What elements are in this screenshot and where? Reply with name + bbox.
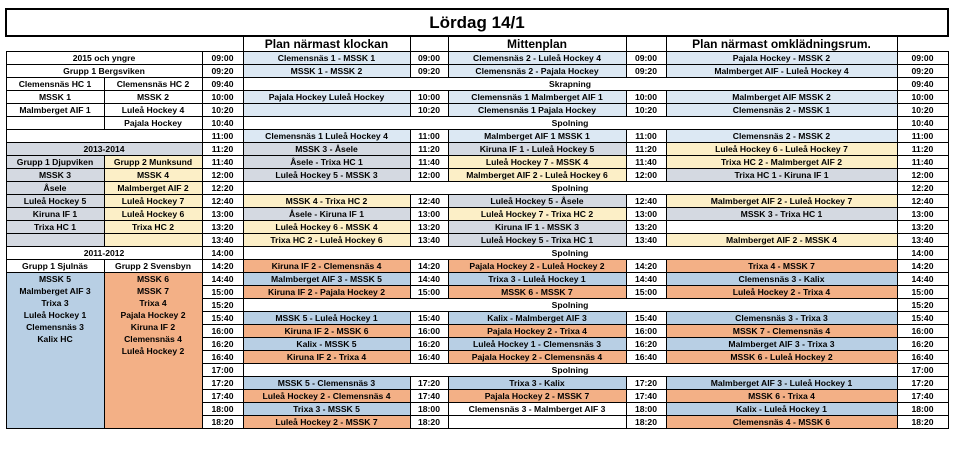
time-cell: 14:20 [202, 260, 243, 273]
match-plan3: Malmberget AIF 2 - Luleå Hockey 7 [666, 195, 897, 208]
match-plan1: Kiruna IF 2 - Clemensnäs 4 [243, 260, 410, 273]
team-cell [6, 117, 104, 130]
match-plan2: Luleå Hockey 5 - Trixa HC 1 [448, 234, 626, 247]
match-plan3: Clemensnäs 3 - Trixa 3 [666, 312, 897, 325]
time-right: 13:40 [897, 234, 948, 247]
time-right: 11:00 [897, 130, 948, 143]
schedule-row [6, 234, 948, 247]
team-cell: Åsele [6, 182, 104, 195]
time-cell: 11:40 [202, 156, 243, 169]
schedule-row [6, 208, 948, 221]
time-plan2: 11:20 [410, 143, 448, 156]
time-right: 13:20 [897, 221, 948, 234]
time-right: 16:20 [897, 338, 948, 351]
team-cell: Trixa HC 2 [104, 221, 202, 234]
time-plan2: 13:40 [410, 234, 448, 247]
match-plan2 [448, 416, 626, 429]
group-2013-header: 2013-2014 [6, 143, 202, 156]
match-plan3: Luleå Hockey 6 - Luleå Hockey 7 [666, 143, 897, 156]
time-plan3: 09:00 [626, 52, 666, 65]
maintenance-cell: Spolning [243, 117, 897, 130]
schedule-row [6, 169, 948, 182]
match-plan3: Trixa HC 1 - Kiruna IF 1 [666, 169, 897, 182]
time-plan2: 18:00 [410, 403, 448, 416]
match-plan1: Åsele - Trixa HC 1 [243, 156, 410, 169]
team-name: Trixa 3 [41, 298, 69, 308]
time-cell: 12:40 [202, 195, 243, 208]
time-cell: 09:40 [202, 78, 243, 91]
match-plan1: MSSK 4 - Trixa HC 2 [243, 195, 410, 208]
team-cell: Luleå Hockey 5 [6, 195, 104, 208]
maintenance-cell: Spolning [243, 247, 897, 260]
match-plan1: MSSK 5 - Luleå Hockey 1 [243, 312, 410, 325]
time-right: 17:20 [897, 377, 948, 390]
match-plan1: Trixa 3 - MSSK 5 [243, 403, 410, 416]
time-plan2: 14:20 [410, 260, 448, 273]
team-cell: MSSK 3 [6, 169, 104, 182]
group-spacer [6, 130, 202, 143]
time-right: 17:00 [897, 364, 948, 377]
group-2011-title-2: Grupp 2 Svensbyn [104, 260, 202, 273]
time-plan3: 18:20 [626, 416, 666, 429]
time-cell: 12:00 [202, 169, 243, 182]
time-right: 15:20 [897, 299, 948, 312]
maintenance-cell: Spolning [243, 299, 897, 312]
schedule-row [6, 247, 948, 260]
match-plan3: Clemensnäs 4 - MSSK 6 [666, 416, 897, 429]
match-plan3: Trixa HC 2 - Malmberget AIF 2 [666, 156, 897, 169]
match-plan3: Malmberget AIF 3 - Trixa 3 [666, 338, 897, 351]
schedule-body [6, 9, 948, 429]
team-name: Kiruna IF 2 [130, 322, 176, 332]
team-cell: Luleå Hockey 6 [104, 208, 202, 221]
time-plan2: 11:00 [410, 130, 448, 143]
schedule-row [6, 65, 948, 78]
header-spacer [626, 36, 666, 52]
time-right: 11:20 [897, 143, 948, 156]
team-cell: Trixa HC 1 [6, 221, 104, 234]
team-name: MSSK 7 [137, 286, 169, 296]
time-cell: 10:20 [202, 104, 243, 117]
match-plan2: Clemensnäs 1 Malmberget AIF 1 [448, 91, 626, 104]
time-cell: 09:00 [202, 52, 243, 65]
time-right: 13:00 [897, 208, 948, 221]
maintenance-cell: Skrapning [243, 78, 897, 91]
time-plan2: 10:00 [410, 91, 448, 104]
time-cell: 13:20 [202, 221, 243, 234]
time-cell: 11:00 [202, 130, 243, 143]
time-plan3: 10:20 [626, 104, 666, 117]
match-plan2: Pajala Hockey 2 - Clemensnäs 4 [448, 351, 626, 364]
match-plan1: Kiruna IF 2 - Trixa 4 [243, 351, 410, 364]
time-cell: 16:40 [202, 351, 243, 364]
time-plan3: 13:20 [626, 221, 666, 234]
match-plan3: Clemensnäs 2 - MSSK 2 [666, 130, 897, 143]
time-right: 14:20 [897, 260, 948, 273]
header-spacer [897, 36, 948, 52]
match-plan2: MSSK 6 - MSSK 7 [448, 286, 626, 299]
time-plan3: 14:20 [626, 260, 666, 273]
time-right: 12:20 [897, 182, 948, 195]
header-spacer [6, 36, 243, 52]
time-plan2: 16:20 [410, 338, 448, 351]
time-plan3: 14:40 [626, 273, 666, 286]
time-plan3: 13:00 [626, 208, 666, 221]
schedule-row [6, 143, 948, 156]
match-plan2: Kiruna IF 1 - Luleå Hockey 5 [448, 143, 626, 156]
match-plan1: MSSK 1 - MSSK 2 [243, 65, 410, 78]
schedule-row [6, 156, 948, 169]
match-plan3 [666, 221, 897, 234]
schedule-row [6, 182, 948, 195]
match-plan2: Clemensnäs 3 - Malmberget AIF 3 [448, 403, 626, 416]
time-plan3: 09:20 [626, 65, 666, 78]
time-right: 10:40 [897, 117, 948, 130]
match-plan2: Trixa 3 - Luleå Hockey 1 [448, 273, 626, 286]
time-plan3: 11:40 [626, 156, 666, 169]
time-cell: 17:20 [202, 377, 243, 390]
time-plan3: 16:20 [626, 338, 666, 351]
time-plan2: 17:40 [410, 390, 448, 403]
time-plan3: 15:40 [626, 312, 666, 325]
match-plan1: Malmberget AIF 3 - MSSK 5 [243, 273, 410, 286]
maintenance-cell: Spolning [243, 364, 897, 377]
match-plan1: Trixa HC 2 - Luleå Hockey 6 [243, 234, 410, 247]
plan2-header: Mittenplan [448, 36, 626, 52]
time-plan3: 12:00 [626, 169, 666, 182]
time-cell: 11:20 [202, 143, 243, 156]
page-title: Lördag 14/1 [6, 9, 948, 36]
time-plan2: 17:20 [410, 377, 448, 390]
match-plan2: Malmberget AIF 1 MSSK 1 [448, 130, 626, 143]
match-plan2: Trixa 3 - Kalix [448, 377, 626, 390]
time-cell: 13:00 [202, 208, 243, 221]
time-plan3: 11:00 [626, 130, 666, 143]
team-cell: Kiruna IF 1 [6, 208, 104, 221]
match-plan3: Malmberget AIF 2 - MSSK 4 [666, 234, 897, 247]
match-plan2: Pajala Hockey 2 - Luleå Hockey 2 [448, 260, 626, 273]
match-plan1: Kiruna IF 2 - MSSK 6 [243, 325, 410, 338]
time-cell: 10:40 [202, 117, 243, 130]
schedule-sheet [5, 8, 960, 429]
match-plan2: Kalix - Malmberget AIF 3 [448, 312, 626, 325]
time-plan2: 13:00 [410, 208, 448, 221]
match-plan1: Clemensnäs 1 Luleå Hockey 4 [243, 130, 410, 143]
group-2011-teams-1 [6, 273, 104, 429]
team-name: Clemensnäs 4 [124, 334, 182, 344]
time-plan2: 11:40 [410, 156, 448, 169]
match-plan3: Kalix - Luleå Hockey 1 [666, 403, 897, 416]
time-cell: 16:20 [202, 338, 243, 351]
group-2013-title-1: Grupp 1 Djupviken [6, 156, 104, 169]
match-plan3: Pajala Hockey - MSSK 2 [666, 52, 897, 65]
time-plan3: 17:40 [626, 390, 666, 403]
match-plan2: Pajala Hockey 2 - MSSK 7 [448, 390, 626, 403]
match-plan3: Malmberget AIF - Luleå Hockey 4 [666, 65, 897, 78]
team-cell: Malmberget AIF 2 [104, 182, 202, 195]
match-plan1: Luleå Hockey 5 - MSSK 3 [243, 169, 410, 182]
time-cell: 09:20 [202, 65, 243, 78]
time-right: 11:40 [897, 156, 948, 169]
schedule-row [6, 130, 948, 143]
team-name: MSSK 6 [137, 274, 169, 284]
schedule-row [6, 221, 948, 234]
team-cell: Clemensnäs HC 1 [6, 78, 104, 91]
time-right: 18:00 [897, 403, 948, 416]
time-plan3: 10:00 [626, 91, 666, 104]
time-plan3: 16:00 [626, 325, 666, 338]
group-2011-teams-2 [104, 273, 202, 429]
match-plan1: Kalix - MSSK 5 [243, 338, 410, 351]
match-plan3: Malmberget AIF MSSK 2 [666, 91, 897, 104]
plan3-header: Plan närmast omklädningsrum. [666, 36, 897, 52]
time-right: 15:00 [897, 286, 948, 299]
time-right: 09:00 [897, 52, 948, 65]
team-cell: MSSK 4 [104, 169, 202, 182]
match-plan3: Trixa 4 - MSSK 7 [666, 260, 897, 273]
time-plan3: 17:20 [626, 377, 666, 390]
team-cell: MSSK 1 [6, 91, 104, 104]
group-spacer [6, 234, 104, 247]
time-right: 10:20 [897, 104, 948, 117]
match-plan3: Clemensnäs 3 - Kalix [666, 273, 897, 286]
time-cell: 18:20 [202, 416, 243, 429]
time-right: 16:40 [897, 351, 948, 364]
group-2011-title-1: Grupp 1 Sjulnäs [6, 260, 104, 273]
time-plan2: 09:00 [410, 52, 448, 65]
group-2013-title-2: Grupp 2 Munksund [104, 156, 202, 169]
group-2011-header: 2011-2012 [6, 247, 202, 260]
time-plan3: 18:00 [626, 403, 666, 416]
plan1-header: Plan närmast klockan [243, 36, 410, 52]
match-plan1: Pajala Hockey Luleå Hockey [243, 91, 410, 104]
time-plan2: 12:40 [410, 195, 448, 208]
team-cell: Pajala Hockey [104, 117, 202, 130]
time-right: 12:40 [897, 195, 948, 208]
time-right: 17:40 [897, 390, 948, 403]
team-name: MSSK 5 [39, 274, 71, 284]
schedule-row [6, 104, 948, 117]
time-plan2: 15:00 [410, 286, 448, 299]
match-plan2: Pajala Hockey 2 - Trixa 4 [448, 325, 626, 338]
match-plan2: Clemensnäs 1 Pajala Hockey [448, 104, 626, 117]
time-plan3: 12:40 [626, 195, 666, 208]
schedule-row [6, 78, 948, 91]
team-cell: Clemensnäs HC 2 [104, 78, 202, 91]
team-cell: Malmberget AIF 1 [6, 104, 104, 117]
time-cell: 14:00 [202, 247, 243, 260]
time-cell: 15:00 [202, 286, 243, 299]
time-plan2: 12:00 [410, 169, 448, 182]
match-plan3: Malmberget AIF 3 - Luleå Hockey 1 [666, 377, 897, 390]
match-plan2: Luleå Hockey 5 - Åsele [448, 195, 626, 208]
time-plan3: 15:00 [626, 286, 666, 299]
match-plan3: MSSK 7 - Clemensnäs 4 [666, 325, 897, 338]
time-plan2: 13:20 [410, 221, 448, 234]
match-plan1: MSSK 5 - Clemensnäs 3 [243, 377, 410, 390]
time-right: 12:00 [897, 169, 948, 182]
match-plan2: Luleå Hockey 7 - Trixa HC 2 [448, 208, 626, 221]
group-2015-header: 2015 och yngre [6, 52, 202, 65]
team-name: Luleå Hockey 1 [23, 310, 87, 320]
time-cell: 17:40 [202, 390, 243, 403]
time-plan2: 18:20 [410, 416, 448, 429]
time-cell: 13:40 [202, 234, 243, 247]
match-plan2: Malmberget AIF 2 - Luleå Hockey 6 [448, 169, 626, 182]
schedule-row [6, 91, 948, 104]
match-plan1: MSSK 3 - Åsele [243, 143, 410, 156]
time-cell: 18:00 [202, 403, 243, 416]
time-right: 10:00 [897, 91, 948, 104]
match-plan3: Clemensnäs 2 - MSSK 1 [666, 104, 897, 117]
match-plan2: Clemensnäs 2 - Luleå Hockey 4 [448, 52, 626, 65]
time-right: 18:20 [897, 416, 948, 429]
time-right: 15:40 [897, 312, 948, 325]
team-cell: Luleå Hockey 4 [104, 104, 202, 117]
match-plan1: Åsele - Kiruna IF 1 [243, 208, 410, 221]
schedule-row [6, 260, 948, 273]
match-plan1 [243, 104, 410, 117]
time-right: 14:40 [897, 273, 948, 286]
team-cell: MSSK 2 [104, 91, 202, 104]
match-plan3: MSSK 3 - Trixa HC 1 [666, 208, 897, 221]
match-plan1: Luleå Hockey 2 - MSSK 7 [243, 416, 410, 429]
team-name: Clemensnäs 3 [26, 322, 84, 332]
time-plan2: 14:40 [410, 273, 448, 286]
maintenance-cell: Spolning [243, 182, 897, 195]
match-plan1: Clemensnäs 1 - MSSK 1 [243, 52, 410, 65]
time-right: 16:00 [897, 325, 948, 338]
schedule-row [6, 117, 948, 130]
match-plan3: MSSK 6 - Luleå Hockey 2 [666, 351, 897, 364]
time-cell: 10:00 [202, 91, 243, 104]
schedule-row [6, 52, 948, 65]
team-cell: Luleå Hockey 7 [104, 195, 202, 208]
match-plan2: Clemensnäs 2 - Pajala Hockey [448, 65, 626, 78]
match-plan2: Kiruna IF 1 - MSSK 3 [448, 221, 626, 234]
time-cell: 15:20 [202, 299, 243, 312]
match-plan2: Luleå Hockey 7 - MSSK 4 [448, 156, 626, 169]
match-plan3: MSSK 6 - Trixa 4 [666, 390, 897, 403]
team-name: Luleå Hockey 2 [121, 346, 185, 356]
header-spacer [410, 36, 448, 52]
time-right: 09:20 [897, 65, 948, 78]
time-plan2: 16:00 [410, 325, 448, 338]
match-plan2: Luleå Hockey 1 - Clemensnäs 3 [448, 338, 626, 351]
group-spacer [104, 234, 202, 247]
time-right: 09:40 [897, 78, 948, 91]
time-plan3: 11:20 [626, 143, 666, 156]
schedule-row [6, 273, 948, 286]
time-cell: 16:00 [202, 325, 243, 338]
schedule-table [5, 8, 949, 429]
schedule-row [6, 195, 948, 208]
match-plan1: Kiruna IF 2 - Pajala Hockey 2 [243, 286, 410, 299]
time-plan3: 16:40 [626, 351, 666, 364]
time-cell: 17:00 [202, 364, 243, 377]
team-name: Kalix HC [37, 334, 73, 344]
time-plan2: 09:20 [410, 65, 448, 78]
team-name: Pajala Hockey 2 [120, 310, 186, 320]
time-cell: 12:20 [202, 182, 243, 195]
match-plan3: Luleå Hockey 2 - Trixa 4 [666, 286, 897, 299]
group-2015-title: Grupp 1 Bergsviken [6, 65, 202, 78]
time-plan2: 15:40 [410, 312, 448, 325]
time-cell: 15:40 [202, 312, 243, 325]
time-plan3: 13:40 [626, 234, 666, 247]
time-plan2: 10:20 [410, 104, 448, 117]
time-plan2: 16:40 [410, 351, 448, 364]
time-right: 14:00 [897, 247, 948, 260]
team-name: Malmberget AIF 3 [19, 286, 91, 296]
time-cell: 14:40 [202, 273, 243, 286]
match-plan1: Luleå Hockey 2 - Clemensnäs 4 [243, 390, 410, 403]
match-plan1: Luleå Hockey 6 - MSSK 4 [243, 221, 410, 234]
team-name: Trixa 4 [139, 298, 167, 308]
